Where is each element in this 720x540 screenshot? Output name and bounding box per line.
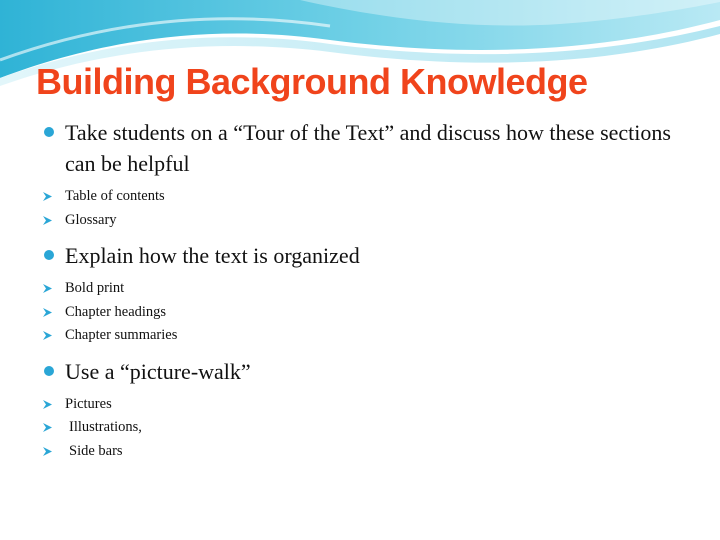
bullet-text: Take students on a “Tour of the Text” and discuss how these sections can be helpful (65, 120, 671, 176)
subbullet-text: Chapter headings (65, 303, 167, 320)
slide-title: Building Background Knowledge (36, 61, 588, 102)
arrow-bullet-icon (42, 307, 53, 318)
subbullet-text: Table of contents (65, 188, 165, 204)
bullet-text: Explain how the text is organized (65, 243, 360, 268)
subbullet-chapter-headings (42, 301, 682, 325)
bullet-tour-of-text (42, 117, 682, 179)
arrow-bullet-icon (42, 330, 53, 341)
subbullet-text: Glossary (65, 211, 117, 228)
bullet-dot-icon (44, 127, 54, 137)
arrow-bullet-icon (42, 215, 53, 226)
arrow-bullet-icon (42, 283, 53, 294)
subbullet-glossary (42, 209, 682, 233)
subbullet-table-of-contents (42, 185, 682, 209)
subbullet-chapter-summaries (42, 324, 682, 348)
subbullet-illustrations (42, 416, 682, 440)
arrow-bullet-icon (42, 191, 53, 202)
arrow-bullet-icon (42, 399, 53, 410)
bullet-picture-walk (42, 356, 682, 387)
subbullet-text: Pictures (65, 395, 112, 412)
subbullet-bold-print (42, 277, 682, 301)
subbullet-text: Side bars (69, 442, 123, 459)
bullet-dot-icon (44, 366, 54, 376)
bullet-text: Use a “picture-walk” (65, 358, 251, 384)
subbullet-pictures (42, 393, 682, 417)
bullet-dot-icon (44, 250, 54, 260)
subbullet-text: Bold print (65, 280, 125, 296)
bullet-text-organization (42, 240, 682, 271)
arrow-bullet-icon (42, 422, 53, 433)
subbullet-text: Chapter summaries (65, 327, 178, 343)
subbullet-text: Illustrations, (69, 419, 142, 435)
subbullet-side-bars (42, 440, 682, 464)
bullet-content (42, 117, 682, 463)
arrow-bullet-icon (42, 446, 53, 457)
